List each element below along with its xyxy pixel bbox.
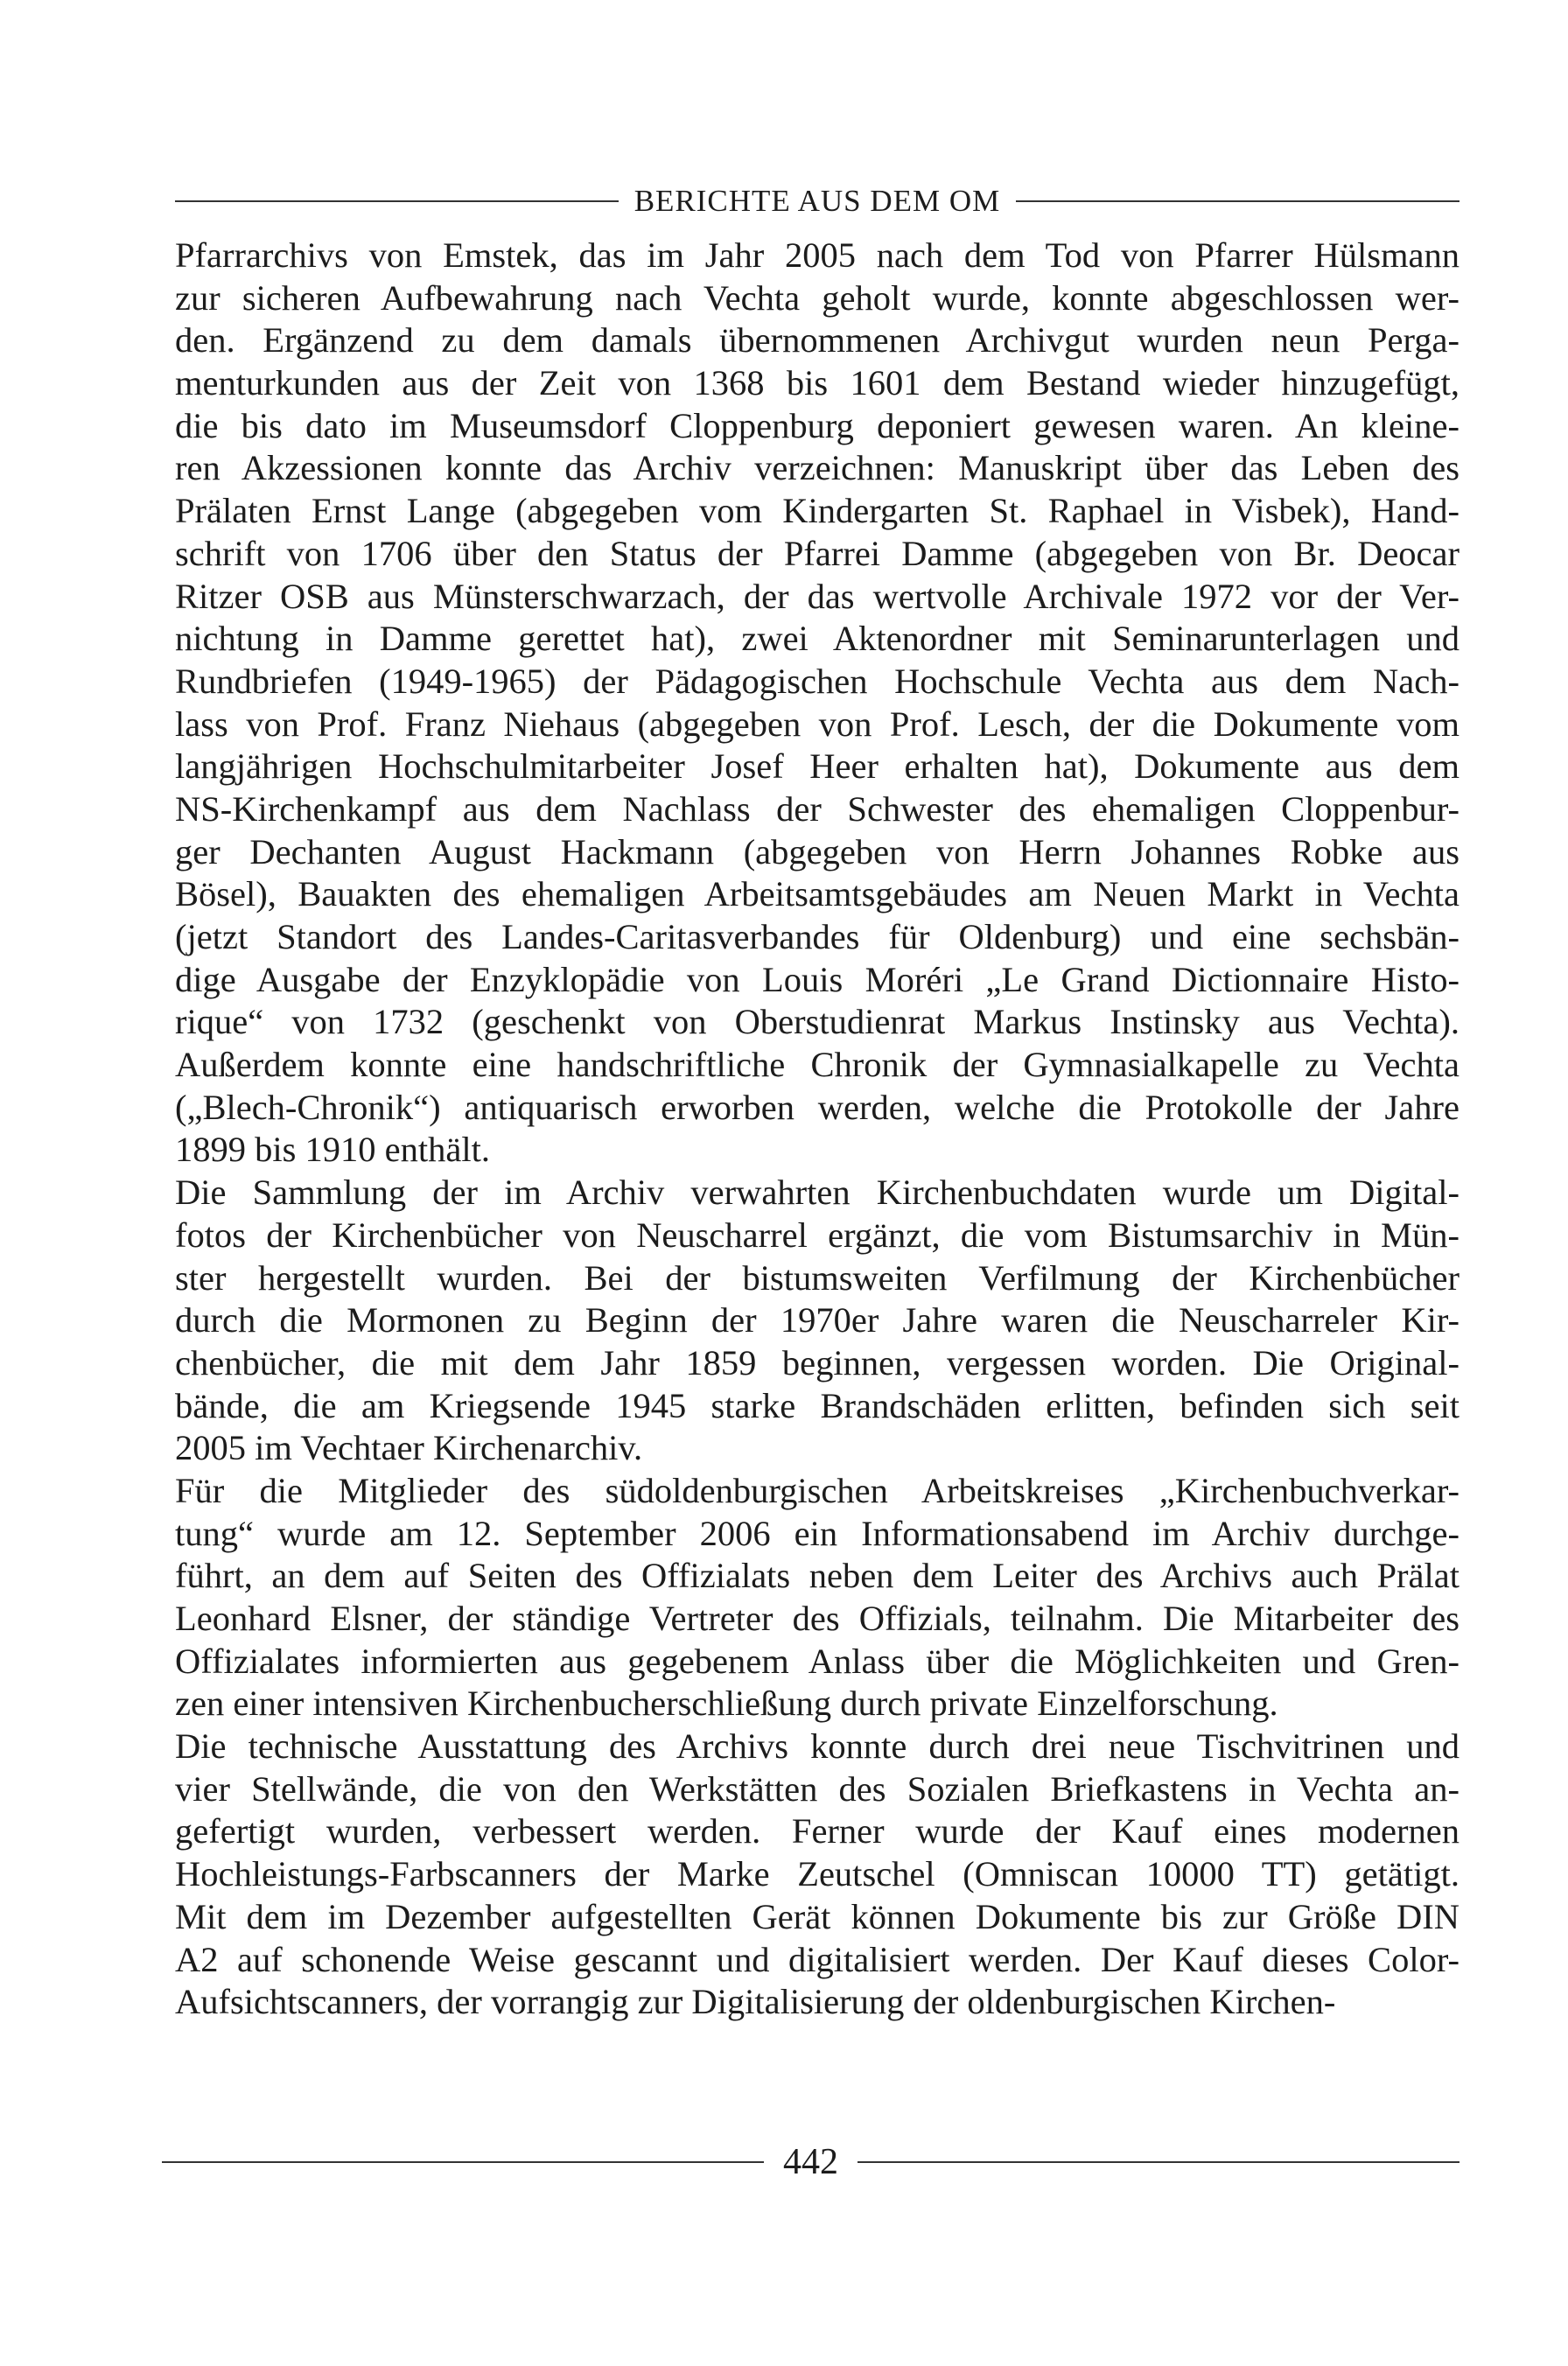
text-line: Aufsichtscanners, der vorrangig zur Digitalisierung der oldenburgischen Kirchen- (175, 1982, 1336, 2022)
text-line: Mit dem im Dezember aufgestellten Gerät können Dokumente bis zur Größe DIN (175, 1896, 1460, 1936)
text-line: Außerdem konnte eine handschriftliche Chronik der Gymnasialkapelle zu Vechta (175, 1045, 1460, 1085)
text-line: vier Stellwände, die von den Werkstätten des Sozialen Briefkastens in Vechta an- (175, 1768, 1460, 1809)
text-line: rique“ von 1732 (geschenkt von Oberstudienrat Markus Instinsky aus Vechta). (175, 1002, 1460, 1042)
text-line: durch die Mormonen zu Beginn der 1970er Jahre waren die Neuscharreler Kir- (175, 1300, 1460, 1340)
folio-right-rule (858, 2161, 1460, 2163)
page-number: 442 (783, 2142, 838, 2182)
text-line: ger Dechanten August Hackmann (abgegeben von Herrn Johannes Robke aus (175, 831, 1460, 872)
text-line: fotos der Kirchenbücher von Neuscharrel ergänzt, die vom Bistumsarchiv in Mün- (175, 1214, 1460, 1255)
text-line: 2005 im Vechtaer Kirchenarchiv. (175, 1428, 643, 1468)
text-line: Die Sammlung der im Archiv verwahrten Kirchenbuchdaten wurde um Digital- (175, 1172, 1460, 1213)
text-line: gefertigt wurden, verbessert werden. Ferner wurde der Kauf eines modernen (175, 1811, 1460, 1852)
paragraph (175, 234, 1460, 1172)
folio-row (162, 2140, 1460, 2184)
text-line: bände, die am Kriegsende 1945 starke Brandschäden erlitten, befinden sich seit (175, 1385, 1460, 1425)
text-line: Bösel), Bauakten des ehemaligen Arbeitsamtsgebäudes am Neuen Markt in Vechta (175, 874, 1460, 914)
text-line: ren Akzessionen konnte das Archiv verzeichnen: Manuskript über das Leben des (175, 448, 1460, 488)
text-line: tung“ wurde am 12. September 2006 ein Informationsabend im Archiv durchge- (175, 1513, 1460, 1553)
text-line: langjährigen Hochschulmitarbeiter Josef Heer erhalten hat), Dokumente aus dem (175, 746, 1460, 787)
text-line: NS-Kirchenkampf aus dem Nachlass der Schwester des ehemaligen Cloppenbur- (175, 788, 1460, 829)
paragraph (175, 1470, 1460, 1726)
paragraph (175, 1726, 1460, 2024)
text-line: Prälaten Ernst Lange (abgegeben vom Kindergarten St. Raphael in Visbek), Hand- (175, 491, 1460, 531)
folio-left-rule (162, 2161, 764, 2163)
text-line: den. Ergänzend zu dem damals übernommenen Archivgut wurden neun Perga- (175, 320, 1460, 360)
text-line: Die technische Ausstattung des Archivs konnte durch drei neue Tischvitrinen und (175, 1726, 1460, 1767)
running-head (175, 179, 1460, 223)
text-line: zur sicheren Aufbewahrung nach Vechta geholt wurde, konnte abgeschlossen wer- (175, 277, 1460, 318)
text-line: Rundbriefen (1949-1965) der Pädagogischen Hochschule Vechta aus dem Nach- (175, 661, 1460, 701)
text-line: führt, an dem auf Seiten des Offizialats neben dem Leiter des Archivs auch Prälat (175, 1556, 1460, 1596)
paragraph (175, 1172, 1460, 1470)
text-line: Offizialates informierten aus gegebenem Anlass über die Möglichkeiten und Gren- (175, 1641, 1460, 1681)
text-line: chenbücher, die mit dem Jahr 1859 beginnen, vergessen worden. Die Original- (175, 1342, 1460, 1382)
text-line: die bis dato im Museumsdorf Cloppenburg deponiert gewesen waren. An kleine- (175, 405, 1460, 445)
text-line: menturkunden aus der Zeit von 1368 bis 1601 dem Bestand wieder hinzugefügt, (175, 363, 1460, 403)
body-text (175, 234, 1460, 2024)
text-line: zen einer intensiven Kirchenbucherschließung durch private Einzelforschung. (175, 1684, 1278, 1724)
running-head-left-rule (175, 200, 619, 202)
text-line: Leonhard Elsner, der ständige Vertreter des Offizials, teilnahm. Die Mitarbeiter des (175, 1599, 1460, 1638)
text-line: ster hergestellt wurden. Bei der bistumsweiten Verfilmung der Kirchenbücher (175, 1257, 1460, 1298)
text-line: („Blech-Chronik“) antiquarisch erworben werden, welche die Protokolle der Jahre (175, 1087, 1460, 1127)
text-line: A2 auf schonende Weise gescannt und digitalisiert werden. Der Kauf dieses Color- (175, 1939, 1460, 1979)
running-head-right-rule (1016, 200, 1460, 202)
text-line: lass von Prof. Franz Niehaus (abgegeben von Prof. Lesch, der die Dokumente vom (175, 704, 1460, 744)
text-line: nichtung in Damme gerettet hat), zwei Aktenordner mit Seminarunterlagen und (175, 619, 1460, 659)
text-line: Pfarrarchivs von Emstek, das im Jahr 2005 nach dem Tod von Pfarrer Hülsmann (175, 235, 1460, 275)
text-line: (jetzt Standort des Landes-Caritasverbandes für Oldenburg) und eine sechsbän- (175, 917, 1460, 956)
text-line: Für die Mitglieder des südoldenburgischen Arbeitskreises „Kirchenbuchverkar- (175, 1470, 1460, 1510)
text-line: 1899 bis 1910 enthält. (175, 1130, 490, 1170)
text-line: Hochleistungs-Farbscanners der Marke Zeutschel (Omniscan 10000 TT) getätigt. (175, 1854, 1460, 1894)
text-line: schrift von 1706 über den Status der Pfarrei Damme (abgegeben von Br. Deocar (175, 533, 1460, 573)
text-line: dige Ausgabe der Enzyklopädie von Louis Moréri „Le Grand Dictionnaire Histo- (175, 959, 1460, 999)
running-head-title: BERICHTE AUS DEM OM (634, 184, 1001, 218)
text-line: Ritzer OSB aus Münsterschwarzach, der das wertvolle Archivale 1972 vor der Ver- (175, 576, 1460, 616)
